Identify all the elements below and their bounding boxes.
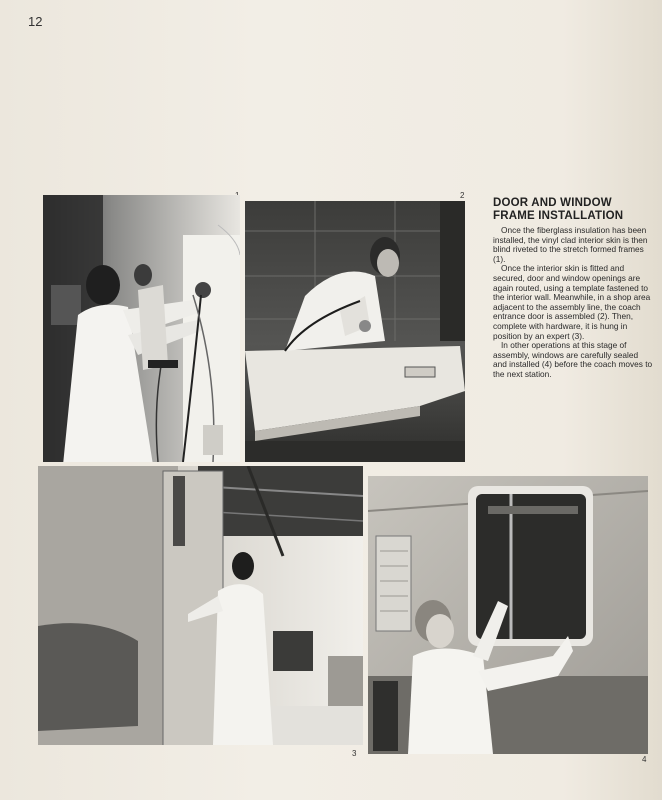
photo-number-4: 4 — [642, 755, 647, 764]
photo-number-3: 3 — [352, 749, 357, 758]
photo-worker-installing-entrance-door — [38, 466, 363, 745]
photo-worker-sealing-window — [368, 476, 648, 754]
article-heading-line1: DOOR AND WINDOW — [493, 197, 612, 209]
photo-worker-riveting-interior-skin — [43, 195, 240, 462]
photo-worker-routing-door-opening — [245, 201, 465, 462]
article-heading — [493, 197, 653, 223]
article-heading-line2: FRAME INSTALLATION — [493, 210, 624, 222]
article — [493, 197, 653, 380]
article-paragraph: Once the fiberglass insulation has been installed, the vinyl clad interior skin is then blind riveted to the stretch formed frames (1). — [493, 225, 648, 264]
article-paragraph: In other operations at this stage of assembly, windows are carefully sealed and installed (4) before the coach moves to the next station. — [493, 340, 653, 379]
page-number: 12 — [28, 14, 43, 29]
article-paragraph: Once the interior skin is fitted and secured, door and window openings are again routed, using a template fastened to the interior wall. Meanwhile, in a shop area adjacent to the assembly line, the coach entrance door is assembled (2). Then, complete with hardware, it is hung in position by an expert (3). — [493, 263, 651, 341]
photo-number-2: 2 — [460, 191, 465, 200]
